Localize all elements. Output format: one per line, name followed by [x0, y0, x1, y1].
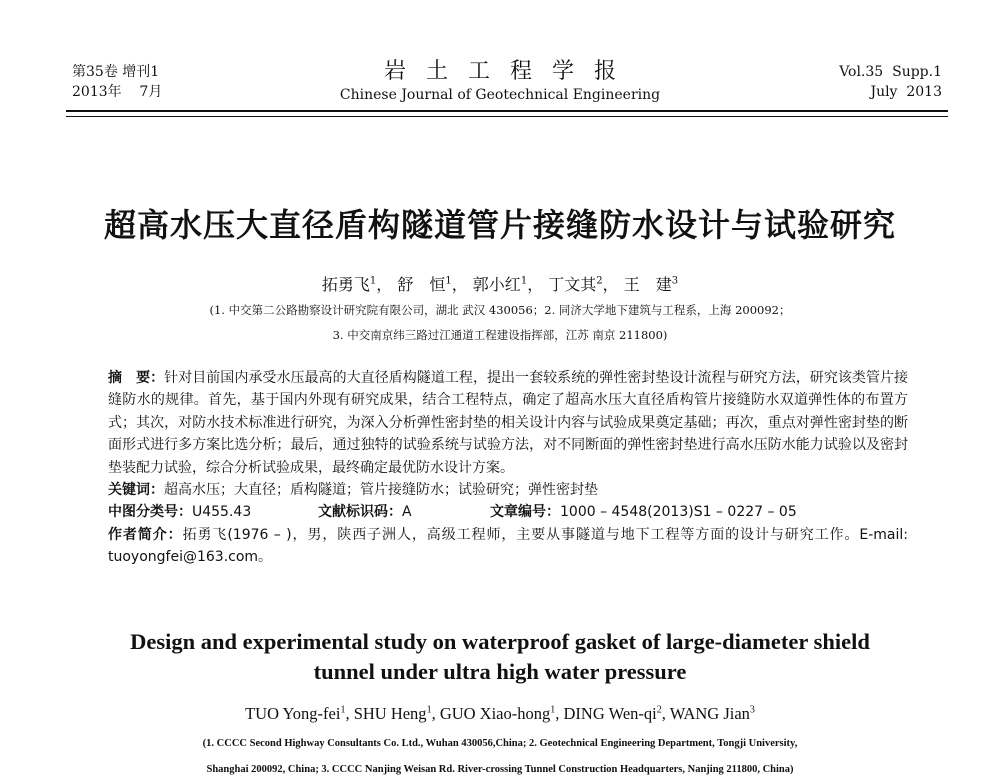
abstract-text: 针对目前国内承受水压最高的大直径盾构隧道工程，提出一套较系统的弹性密封垫设计流程与研究方法，研究该类管片接缝防水的规律。首先，基于国内外现有研究成果，结合工程特点，确定了超高水压大直径盾构管片接缝防水双道弹性体的布置方式；其次，对防水技术标准进行研究，为深入分析弹性密封垫的相关设计内容与试验成果奠定基础；再次，重点对弹性密封垫的断面形式进行多方案比选分析；最后，通过独特的试验系统与试验方法，对不同断面的弹性密封垫进行高水压防水能力试验以及密封垫装配力试验，综合分析试验成果，最终确定最优防水设计方案。 — [108, 370, 909, 476]
author-cn: 王 建$^3$ — [623, 275, 679, 294]
author-en: DING Wen-$qi^2$ — [563, 704, 662, 723]
affiliation-en-2: Shanghai 200092, China; 3. CCCC Nanjing Weisan Rd. River-crossing Tunnel Construction Headquarters, Nanjing 211800, China) — [206, 764, 794, 775]
date-cn: 2013年 7月 — [72, 84, 163, 100]
clc-value: U455.43 — [192, 504, 252, 521]
author-en: WANG Jian$^3$ — [669, 704, 755, 723]
title-en — [0, 627, 1000, 687]
volume-cn: 第35卷 增刊1 — [72, 64, 160, 80]
keywords — [108, 479, 908, 501]
abstract-block — [108, 367, 908, 569]
volume-en: Vol.35 Supp.1 — [839, 64, 942, 80]
title-en-line-1: Design and experimental study on waterproof gasket of large-diameter shield — [130, 629, 870, 654]
author-en: SHU Heng$^1$ — [353, 704, 432, 723]
author-cn: 拓勇飞$^1$ — [321, 275, 377, 294]
date-en: July 2013 — [870, 84, 942, 100]
authors-en: TUO Yong-fei$^1$, SHU Heng$^1$, GUO Xiao-hong$^1$, DING Wen-$qi^2$, WANG Jian$^3$ — [245, 704, 755, 723]
affiliation-cn-1: (1. 中交第二公路勘察设计研究院有限公司，湖北 武汉 430056；2. 同济大学地下建筑与工程系，上海 200092； — [209, 303, 791, 317]
authors-cn: 拓勇飞$^1$， 舒 恒$^1$， 郭小红$^1$， 丁文其$^2$， 王 建$^3$ — [321, 275, 679, 294]
abstract-label: 摘 要： — [108, 370, 165, 386]
doc-code-value: A — [402, 504, 412, 521]
author-cn: 丁文其$^2$ — [548, 275, 603, 294]
doc-code-label: 文献标识码： — [318, 504, 402, 521]
bio-text: 拓勇飞(1976 – )，男，陕西子洲人，高级工程师，主要从事隧道与地下工程等方面的设计与研究工作。E-mail: tuoyongfei@163.com。 — [108, 526, 909, 566]
author-en: TUO Yong-fei$^1$ — [245, 704, 346, 723]
affiliation-cn-2: 3. 中交南京纬三路过江通道工程建设指挥部，江苏 南京 211800) — [332, 328, 668, 342]
header-right — [839, 62, 942, 102]
title-en-line-2: tunnel under ultra high water pressure — [313, 659, 687, 684]
header-rule-thin — [66, 116, 948, 117]
title-cn: 超高水压大直径盾构隧道管片接缝防水设计与试验研究 — [103, 206, 896, 244]
author-cn: 舒 恒$^1$ — [397, 275, 452, 294]
article-no-value: 1000 – 4548(2013)S1 – 0227 – 05 — [560, 504, 797, 521]
affiliation-en-1: (1. CCCC Second Highway Consultants Co. Ltd., Wuhan 430056,China; 2. Geotechnical Engineering Department, Tongji University, — [202, 738, 798, 749]
journal-name-en: Chinese Journal of Geotechnical Engineering — [339, 87, 661, 103]
header-rule-thick — [66, 110, 948, 112]
author-bio — [108, 524, 908, 569]
author-cn: 郭小红$^1$ — [472, 275, 528, 294]
journal-name-cn: 岩土工程学报 — [383, 59, 636, 84]
bio-label: 作者简介： — [108, 526, 183, 543]
classification-row — [108, 501, 908, 523]
author-en: GUO Xiao-hong$^1$ — [439, 704, 556, 723]
keywords-label: 关键词： — [108, 482, 164, 499]
abstract — [108, 367, 908, 479]
clc-label: 中图分类号： — [108, 504, 192, 521]
article-no-label: 文章编号： — [490, 504, 560, 521]
keywords-text: 超高水压；大直径；盾构隧道；管片接缝防水；试验研究；弹性密封垫 — [164, 482, 598, 499]
